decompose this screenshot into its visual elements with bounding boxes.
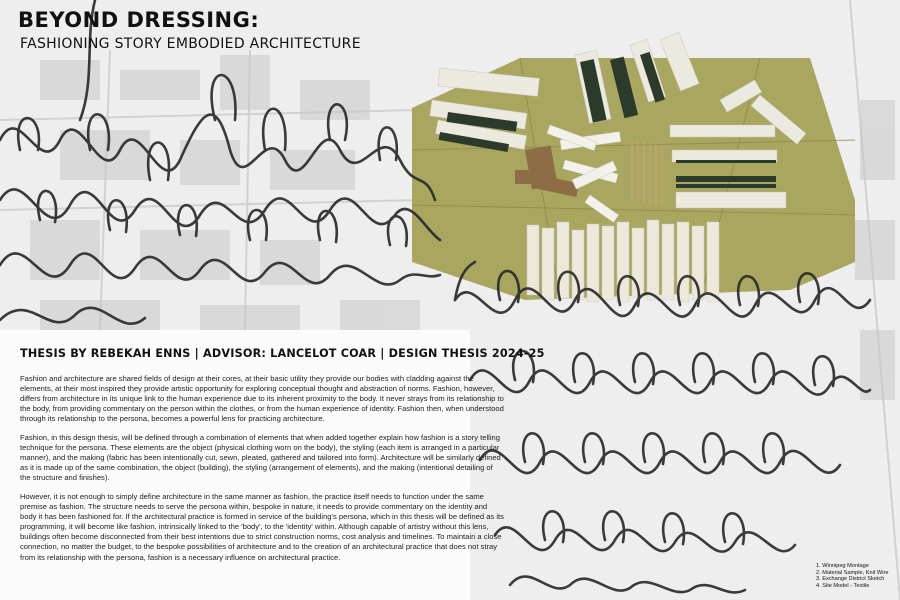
caption-item: 1. Winnipeg Montage (816, 563, 869, 569)
thesis-abstract (20, 374, 505, 571)
abstract-paragraph-1: Fashion and architecture are shared fields of design at their cores, at their basic utility they provide our bodies with cladding against the elements, at their most inspired they provide artistic opportunity for exploring conceptual thought and abstraction of norms. Fashion, however, differs from architecture in its unique link to the human experience due to its inherent proximity to the body. It never strays from its relationship to the body, from providing commentary on the person within the clothes, or from the human experience of identity. Fashion then, when understood through its relationship to the persona, becomes a powerful lens for practicing architecture. (20, 374, 504, 424)
thesis-byline: THESIS BY REBEKAH ENNS | ADVISOR: LANCELOT COAR | DESIGN THESIS 2024-25 (20, 347, 545, 360)
abstract-paragraph-3: However, it is not enough to simply define architecture in the same manner as fashion, the practice itself needs to function under the same premise as fashion. The structure needs to serve the persona within, bespoke in nature, it needs to provide commentary on the identity and body it has been fashioned for. If the architectural practice is formed in service of the building's persona, which in this thesis will be defined as its programming, it will become like fashion, intrinsically linked to the 'body', to the 'identity' within. Although capable of artistry without this lens, buildings often become disconnected from their best intentions due to strict construction norms, cost analysis and timelines. To maintain a close connection, no matter the budget, to the bespoke possibilities of architecture and to the creation of an architectural practice that does not stray from its relationship with the persona, fashion is a necessary influence on architectural practice. (20, 491, 504, 562)
caption-item: 2. Material Sample, Knit Wire (816, 569, 889, 576)
abstract-paragraph-2: Fashion, in this design thesis, will be defined through a combination of elements that when added together explain how fashion is a story telling technique for the persona. These elements are the object (physical clothing worn on the body), the styling (each item is arranged in a particular manner), and the making (fabric has been intentionally cut, sewn, pleated, gathered and tailored into form). Architecture will be similarly defined as it is made up of the same combination, the object (building), the styling (arrangement of elements), and the making (intentional detailing of the structure and finishes). (20, 432, 501, 483)
caption-item: 3. Exchange District Sketch (816, 576, 885, 583)
site-model-image (412, 33, 855, 302)
poster-title: BEYOND DRESSING: (18, 8, 260, 32)
figure-captions (816, 563, 888, 590)
caption-item: 4. Site Model - Textile (816, 583, 870, 590)
poster-subtitle: FASHIONING STORY EMBODIED ARCHITECTURE (20, 36, 361, 52)
